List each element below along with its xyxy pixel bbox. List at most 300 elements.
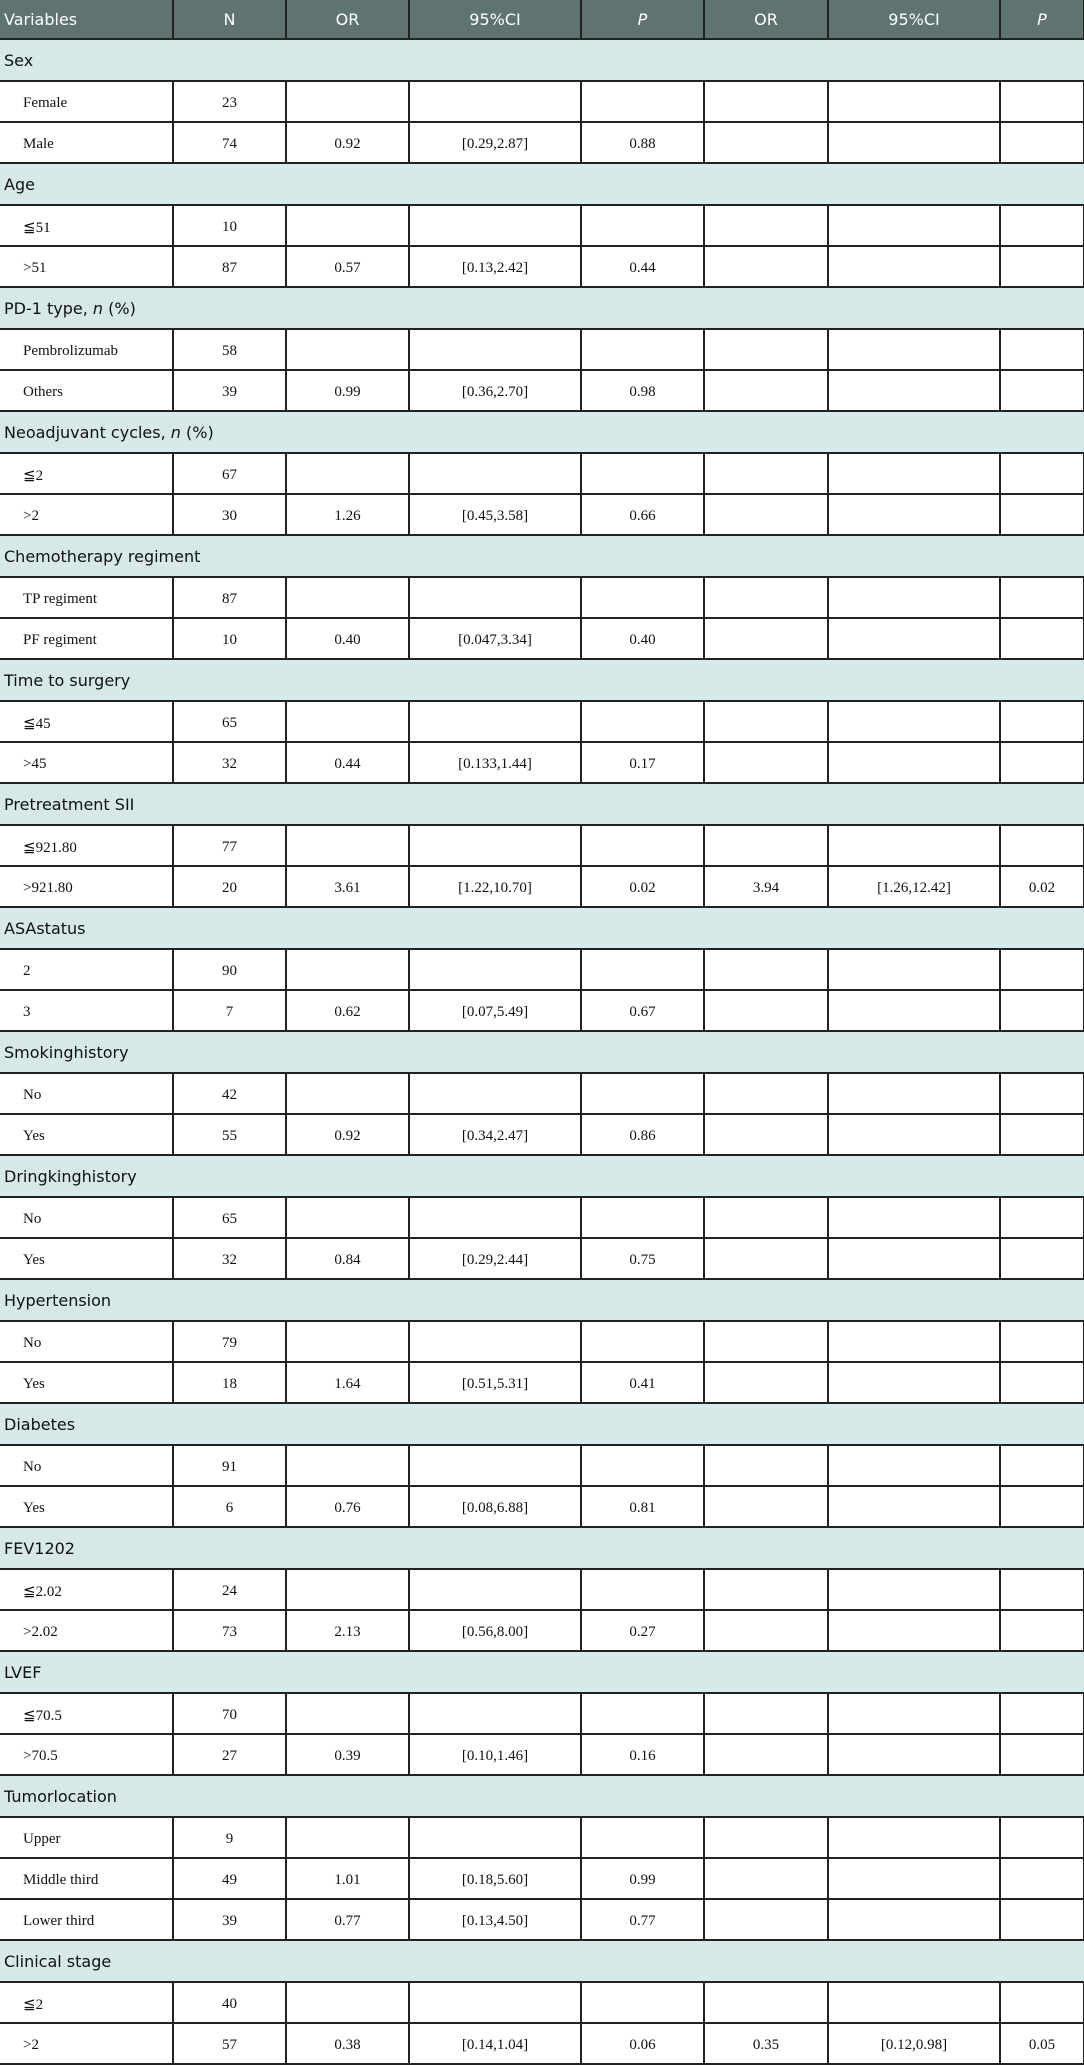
variable-label: ≦2.02 xyxy=(0,1569,173,1610)
or-cell: 0.92 xyxy=(286,1114,409,1155)
group-title xyxy=(0,1527,1084,1569)
group-title xyxy=(0,907,1084,949)
ci-adjusted-cell xyxy=(828,122,1000,163)
n-cell: 24 xyxy=(173,1569,286,1610)
table-row xyxy=(0,205,1084,246)
p-cell xyxy=(581,1073,704,1114)
group-title xyxy=(0,411,1084,453)
variable-label: ≦921.80 xyxy=(0,825,173,866)
or-adjusted-cell xyxy=(704,1817,828,1858)
or-adjusted-cell xyxy=(704,825,828,866)
or-adjusted-cell xyxy=(704,246,828,287)
p-cell: 0.81 xyxy=(581,1486,704,1527)
ci-cell: [0.13,2.42] xyxy=(409,246,581,287)
p-adjusted-cell xyxy=(1000,1858,1084,1899)
or-cell: 1.64 xyxy=(286,1362,409,1403)
ci-cell xyxy=(409,1693,581,1734)
n-cell: 49 xyxy=(173,1858,286,1899)
ci-cell xyxy=(409,329,581,370)
p-adjusted-cell xyxy=(1000,1445,1084,1486)
or-cell: 0.76 xyxy=(286,1486,409,1527)
or-cell: 1.26 xyxy=(286,494,409,535)
ci-adjusted-cell xyxy=(828,1073,1000,1114)
or-cell xyxy=(286,1693,409,1734)
group-title-text: Smokinghistory xyxy=(4,1042,129,1062)
p-cell: 0.06 xyxy=(581,2023,704,2064)
p-cell xyxy=(581,1982,704,2023)
or-adjusted-cell xyxy=(704,494,828,535)
variable-label: >921.80 xyxy=(0,866,173,907)
group-title-text: Diabetes xyxy=(4,1414,76,1434)
or-cell xyxy=(286,1321,409,1362)
p-adjusted-cell: 0.05 xyxy=(1000,2023,1084,2064)
table-row xyxy=(0,1362,1084,1403)
p-adjusted-cell xyxy=(1000,205,1084,246)
p-cell xyxy=(581,1321,704,1362)
header-p-univariate: P xyxy=(581,0,704,39)
header-n: N xyxy=(173,0,286,39)
or-cell: 3.61 xyxy=(286,866,409,907)
table-row xyxy=(0,1073,1084,1114)
p-adjusted-cell xyxy=(1000,1197,1084,1238)
p-cell xyxy=(581,1693,704,1734)
group-header-row xyxy=(0,1031,1084,1073)
table-row xyxy=(0,1197,1084,1238)
group-header-row xyxy=(0,39,1084,81)
ci-adjusted-cell xyxy=(828,1982,1000,2023)
header-p-multivariate: P xyxy=(1000,0,1084,39)
group-title xyxy=(0,1279,1084,1321)
n-cell: 79 xyxy=(173,1321,286,1362)
ci-cell: [0.34,2.47] xyxy=(409,1114,581,1155)
n-cell: 74 xyxy=(173,122,286,163)
group-header-row xyxy=(0,411,1084,453)
or-adjusted-cell xyxy=(704,577,828,618)
n-cell: 65 xyxy=(173,701,286,742)
group-title xyxy=(0,659,1084,701)
header-variables: Variables xyxy=(0,0,173,39)
header-or-univariate: OR xyxy=(286,0,409,39)
variable-label: >45 xyxy=(0,742,173,783)
variable-label: Yes xyxy=(0,1362,173,1403)
group-title-text: Chemotherapy regiment xyxy=(4,546,201,566)
or-cell: 0.57 xyxy=(286,246,409,287)
n-cell: 42 xyxy=(173,1073,286,1114)
table-row xyxy=(0,618,1084,659)
or-adjusted-cell xyxy=(704,1445,828,1486)
or-cell: 0.44 xyxy=(286,742,409,783)
n-cell: 90 xyxy=(173,949,286,990)
p-cell: 0.17 xyxy=(581,742,704,783)
p-adjusted-cell xyxy=(1000,1114,1084,1155)
group-header-row xyxy=(0,1155,1084,1197)
ci-cell: [0.29,2.44] xyxy=(409,1238,581,1279)
ci-adjusted-cell xyxy=(828,1858,1000,1899)
or-adjusted-cell xyxy=(704,122,828,163)
ci-cell: [0.08,6.88] xyxy=(409,1486,581,1527)
or-adjusted-cell xyxy=(704,1486,828,1527)
or-cell: 0.62 xyxy=(286,990,409,1031)
p-adjusted-cell xyxy=(1000,1899,1084,1940)
ci-cell: [0.36,2.70] xyxy=(409,370,581,411)
n-cell: 18 xyxy=(173,1362,286,1403)
p-adjusted-cell xyxy=(1000,122,1084,163)
ci-cell: [0.51,5.31] xyxy=(409,1362,581,1403)
group-header-row xyxy=(0,659,1084,701)
group-title-text: Time to surgery xyxy=(4,670,131,690)
p-cell xyxy=(581,1817,704,1858)
p-cell xyxy=(581,329,704,370)
table-row xyxy=(0,866,1084,907)
p-adjusted-cell xyxy=(1000,246,1084,287)
or-cell: 2.13 xyxy=(286,1610,409,1651)
ci-adjusted-cell xyxy=(828,81,1000,122)
p-cell: 0.99 xyxy=(581,1858,704,1899)
n-cell: 57 xyxy=(173,2023,286,2064)
table-row xyxy=(0,1321,1084,1362)
ci-cell: [0.10,1.46] xyxy=(409,1734,581,1775)
group-title xyxy=(0,783,1084,825)
or-cell: 0.99 xyxy=(286,370,409,411)
variable-label: ≦2 xyxy=(0,1982,173,2023)
ci-adjusted-cell xyxy=(828,1610,1000,1651)
or-adjusted-cell xyxy=(704,81,828,122)
table-row xyxy=(0,1858,1084,1899)
table-row xyxy=(0,1610,1084,1651)
n-cell: 65 xyxy=(173,1197,286,1238)
p-adjusted-cell xyxy=(1000,1321,1084,1362)
table-row xyxy=(0,329,1084,370)
p-cell: 0.75 xyxy=(581,1238,704,1279)
or-cell xyxy=(286,1197,409,1238)
ci-cell xyxy=(409,205,581,246)
table-row xyxy=(0,577,1084,618)
table-row xyxy=(0,990,1084,1031)
variable-label: Male xyxy=(0,122,173,163)
ci-cell: [0.07,5.49] xyxy=(409,990,581,1031)
p-cell: 0.40 xyxy=(581,618,704,659)
ci-cell xyxy=(409,1321,581,1362)
ci-adjusted-cell xyxy=(828,205,1000,246)
p-cell xyxy=(581,1197,704,1238)
ci-adjusted-cell xyxy=(828,742,1000,783)
p-adjusted-cell xyxy=(1000,329,1084,370)
ci-cell xyxy=(409,1073,581,1114)
or-cell xyxy=(286,1817,409,1858)
variable-label: No xyxy=(0,1445,173,1486)
n-cell: 91 xyxy=(173,1445,286,1486)
table-row xyxy=(0,1734,1084,1775)
table-row xyxy=(0,370,1084,411)
group-title-text: ASAstatus xyxy=(4,918,86,938)
p-adjusted-cell xyxy=(1000,1610,1084,1651)
or-adjusted-cell xyxy=(704,949,828,990)
p-adjusted-cell xyxy=(1000,1569,1084,1610)
group-header-row xyxy=(0,1775,1084,1817)
table-row xyxy=(0,1238,1084,1279)
ci-adjusted-cell xyxy=(828,1486,1000,1527)
p-adjusted-cell xyxy=(1000,618,1084,659)
group-title xyxy=(0,535,1084,577)
ci-adjusted-cell xyxy=(828,1445,1000,1486)
p-adjusted-cell xyxy=(1000,1982,1084,2023)
table-row xyxy=(0,1899,1084,1940)
table-row xyxy=(0,1693,1084,1734)
or-adjusted-cell xyxy=(704,370,828,411)
ci-adjusted-cell: [1.26,12.42] xyxy=(828,866,1000,907)
p-cell: 0.02 xyxy=(581,866,704,907)
variable-label: ≦70.5 xyxy=(0,1693,173,1734)
p-cell xyxy=(581,205,704,246)
p-adjusted-cell xyxy=(1000,370,1084,411)
or-cell xyxy=(286,1982,409,2023)
group-title-text: Pretreatment SII xyxy=(4,794,135,814)
ci-cell: [0.45,3.58] xyxy=(409,494,581,535)
or-cell: 1.01 xyxy=(286,1858,409,1899)
header-ci-multivariate: 95%CI xyxy=(828,0,1000,39)
p-adjusted-cell xyxy=(1000,1734,1084,1775)
p-cell: 0.41 xyxy=(581,1362,704,1403)
or-adjusted-cell xyxy=(704,1899,828,1940)
group-title xyxy=(0,1403,1084,1445)
group-header-row xyxy=(0,163,1084,205)
p-cell: 0.98 xyxy=(581,370,704,411)
p-adjusted-cell xyxy=(1000,1238,1084,1279)
group-header-row xyxy=(0,287,1084,329)
p-adjusted-cell xyxy=(1000,825,1084,866)
n-cell: 55 xyxy=(173,1114,286,1155)
n-cell: 23 xyxy=(173,81,286,122)
or-cell: 0.84 xyxy=(286,1238,409,1279)
variable-label: ≦2 xyxy=(0,453,173,494)
or-adjusted-cell xyxy=(704,1569,828,1610)
ci-cell xyxy=(409,949,581,990)
or-cell: 0.38 xyxy=(286,2023,409,2064)
or-adjusted-cell xyxy=(704,1610,828,1651)
p-cell xyxy=(581,949,704,990)
p-adjusted-cell xyxy=(1000,949,1084,990)
p-adjusted-cell xyxy=(1000,1693,1084,1734)
ci-adjusted-cell xyxy=(828,370,1000,411)
ci-adjusted-cell xyxy=(828,1734,1000,1775)
group-title-text: Dringkinghistory xyxy=(4,1166,137,1186)
ci-cell xyxy=(409,1445,581,1486)
or-cell xyxy=(286,329,409,370)
p-cell: 0.77 xyxy=(581,1899,704,1940)
ci-adjusted-cell xyxy=(828,825,1000,866)
n-cell: 9 xyxy=(173,1817,286,1858)
ci-adjusted-cell xyxy=(828,701,1000,742)
ci-adjusted-cell xyxy=(828,1197,1000,1238)
ci-cell: [0.047,3.34] xyxy=(409,618,581,659)
ci-adjusted-cell xyxy=(828,453,1000,494)
variable-label: Lower third xyxy=(0,1899,173,1940)
ci-adjusted-cell xyxy=(828,1321,1000,1362)
or-adjusted-cell xyxy=(704,1734,828,1775)
n-cell: 73 xyxy=(173,1610,286,1651)
or-adjusted-cell xyxy=(704,1321,828,1362)
or-cell xyxy=(286,1445,409,1486)
group-header-row xyxy=(0,907,1084,949)
group-title-text: Hypertension xyxy=(4,1290,112,1310)
n-cell: 10 xyxy=(173,618,286,659)
group-header-row xyxy=(0,1651,1084,1693)
group-title xyxy=(0,39,1084,81)
header-ci-univariate: 95%CI xyxy=(409,0,581,39)
variable-label: No xyxy=(0,1321,173,1362)
n-cell: 77 xyxy=(173,825,286,866)
table-row xyxy=(0,742,1084,783)
or-cell xyxy=(286,577,409,618)
n-cell: 58 xyxy=(173,329,286,370)
n-cell: 39 xyxy=(173,370,286,411)
p-adjusted-cell xyxy=(1000,577,1084,618)
group-title-text: FEV1202 xyxy=(4,1538,75,1558)
ci-adjusted-cell xyxy=(828,1899,1000,1940)
ci-adjusted-cell xyxy=(828,1114,1000,1155)
or-cell xyxy=(286,205,409,246)
variable-label: Female xyxy=(0,81,173,122)
ci-adjusted-cell xyxy=(828,949,1000,990)
group-title xyxy=(0,163,1084,205)
table-row xyxy=(0,81,1084,122)
ci-cell: [0.29,2.87] xyxy=(409,122,581,163)
p-adjusted-cell xyxy=(1000,990,1084,1031)
or-adjusted-cell xyxy=(704,205,828,246)
variable-label: No xyxy=(0,1197,173,1238)
group-header-row xyxy=(0,783,1084,825)
ci-adjusted-cell xyxy=(828,1362,1000,1403)
or-adjusted-cell xyxy=(704,990,828,1031)
p-adjusted-cell xyxy=(1000,81,1084,122)
table-row xyxy=(0,122,1084,163)
group-title-text: LVEF xyxy=(4,1662,42,1682)
variable-label: 3 xyxy=(0,990,173,1031)
variable-label: >2 xyxy=(0,494,173,535)
or-adjusted-cell xyxy=(704,1073,828,1114)
p-cell xyxy=(581,81,704,122)
or-cell xyxy=(286,1569,409,1610)
ci-cell xyxy=(409,1982,581,2023)
p-cell: 0.88 xyxy=(581,122,704,163)
ci-adjusted-cell xyxy=(828,494,1000,535)
or-cell xyxy=(286,825,409,866)
n-cell: 67 xyxy=(173,453,286,494)
ci-adjusted-cell xyxy=(828,1238,1000,1279)
p-adjusted-cell xyxy=(1000,1486,1084,1527)
p-cell: 0.86 xyxy=(581,1114,704,1155)
or-adjusted-cell xyxy=(704,1982,828,2023)
variable-label: Yes xyxy=(0,1114,173,1155)
p-cell xyxy=(581,825,704,866)
table-row xyxy=(0,1445,1084,1486)
p-adjusted-cell xyxy=(1000,1073,1084,1114)
p-adjusted-cell xyxy=(1000,494,1084,535)
group-title xyxy=(0,1155,1084,1197)
ci-cell: [0.14,1.04] xyxy=(409,2023,581,2064)
ci-adjusted-cell xyxy=(828,577,1000,618)
n-cell: 30 xyxy=(173,494,286,535)
ci-cell: [1.22,10.70] xyxy=(409,866,581,907)
group-title-text: Tumorlocation xyxy=(4,1786,117,1806)
or-adjusted-cell: 3.94 xyxy=(704,866,828,907)
ci-adjusted-cell xyxy=(828,990,1000,1031)
table-row xyxy=(0,1569,1084,1610)
n-cell: 87 xyxy=(173,246,286,287)
variable-label: >51 xyxy=(0,246,173,287)
n-cell: 40 xyxy=(173,1982,286,2023)
n-cell: 87 xyxy=(173,577,286,618)
or-cell xyxy=(286,949,409,990)
group-title-text: Clinical stage xyxy=(4,1951,112,1971)
p-cell: 0.67 xyxy=(581,990,704,1031)
variable-label: ≦51 xyxy=(0,205,173,246)
group-title xyxy=(0,287,1084,329)
group-header-row xyxy=(0,1403,1084,1445)
table-row xyxy=(0,494,1084,535)
or-cell: 0.39 xyxy=(286,1734,409,1775)
or-adjusted-cell xyxy=(704,1114,828,1155)
p-adjusted-cell: 0.02 xyxy=(1000,866,1084,907)
variable-label: PF regiment xyxy=(0,618,173,659)
variable-label: 2 xyxy=(0,949,173,990)
ci-adjusted-cell xyxy=(828,329,1000,370)
table-row xyxy=(0,1982,1084,2023)
group-title-text: PD-1 type, xyxy=(4,298,93,318)
variable-label: >2 xyxy=(0,2023,173,2064)
ci-cell: [0.56,8.00] xyxy=(409,1610,581,1651)
p-adjusted-cell xyxy=(1000,1362,1084,1403)
or-adjusted-cell xyxy=(704,1238,828,1279)
or-adjusted-cell xyxy=(704,1858,828,1899)
table-row xyxy=(0,701,1084,742)
group-title-italic: n xyxy=(170,422,181,442)
table-body xyxy=(0,39,1084,2064)
or-cell xyxy=(286,1073,409,1114)
ci-adjusted-cell xyxy=(828,1569,1000,1610)
variable-label: >70.5 xyxy=(0,1734,173,1775)
header-or-multivariate: OR xyxy=(704,0,828,39)
ci-cell xyxy=(409,577,581,618)
or-adjusted-cell xyxy=(704,742,828,783)
ci-cell xyxy=(409,1197,581,1238)
ci-adjusted-cell: [0.12,0.98] xyxy=(828,2023,1000,2064)
ci-cell: [0.18,5.60] xyxy=(409,1858,581,1899)
table-row xyxy=(0,2023,1084,2064)
p-cell: 0.16 xyxy=(581,1734,704,1775)
or-adjusted-cell: 0.35 xyxy=(704,2023,828,2064)
p-adjusted-cell xyxy=(1000,701,1084,742)
or-adjusted-cell xyxy=(704,1362,828,1403)
ci-cell: [0.133,1.44] xyxy=(409,742,581,783)
or-adjusted-cell xyxy=(704,701,828,742)
table-row xyxy=(0,1486,1084,1527)
p-cell xyxy=(581,1569,704,1610)
variable-label: TP regiment xyxy=(0,577,173,618)
n-cell: 32 xyxy=(173,742,286,783)
p-adjusted-cell xyxy=(1000,1817,1084,1858)
variable-label: Yes xyxy=(0,1238,173,1279)
ci-cell xyxy=(409,453,581,494)
ci-adjusted-cell xyxy=(828,618,1000,659)
group-title-suffix: (%) xyxy=(180,422,214,442)
group-title-text: Age xyxy=(4,174,35,194)
group-header-row xyxy=(0,1940,1084,1982)
or-cell: 0.77 xyxy=(286,1899,409,1940)
group-title xyxy=(0,1775,1084,1817)
table-row xyxy=(0,246,1084,287)
table-row xyxy=(0,949,1084,990)
